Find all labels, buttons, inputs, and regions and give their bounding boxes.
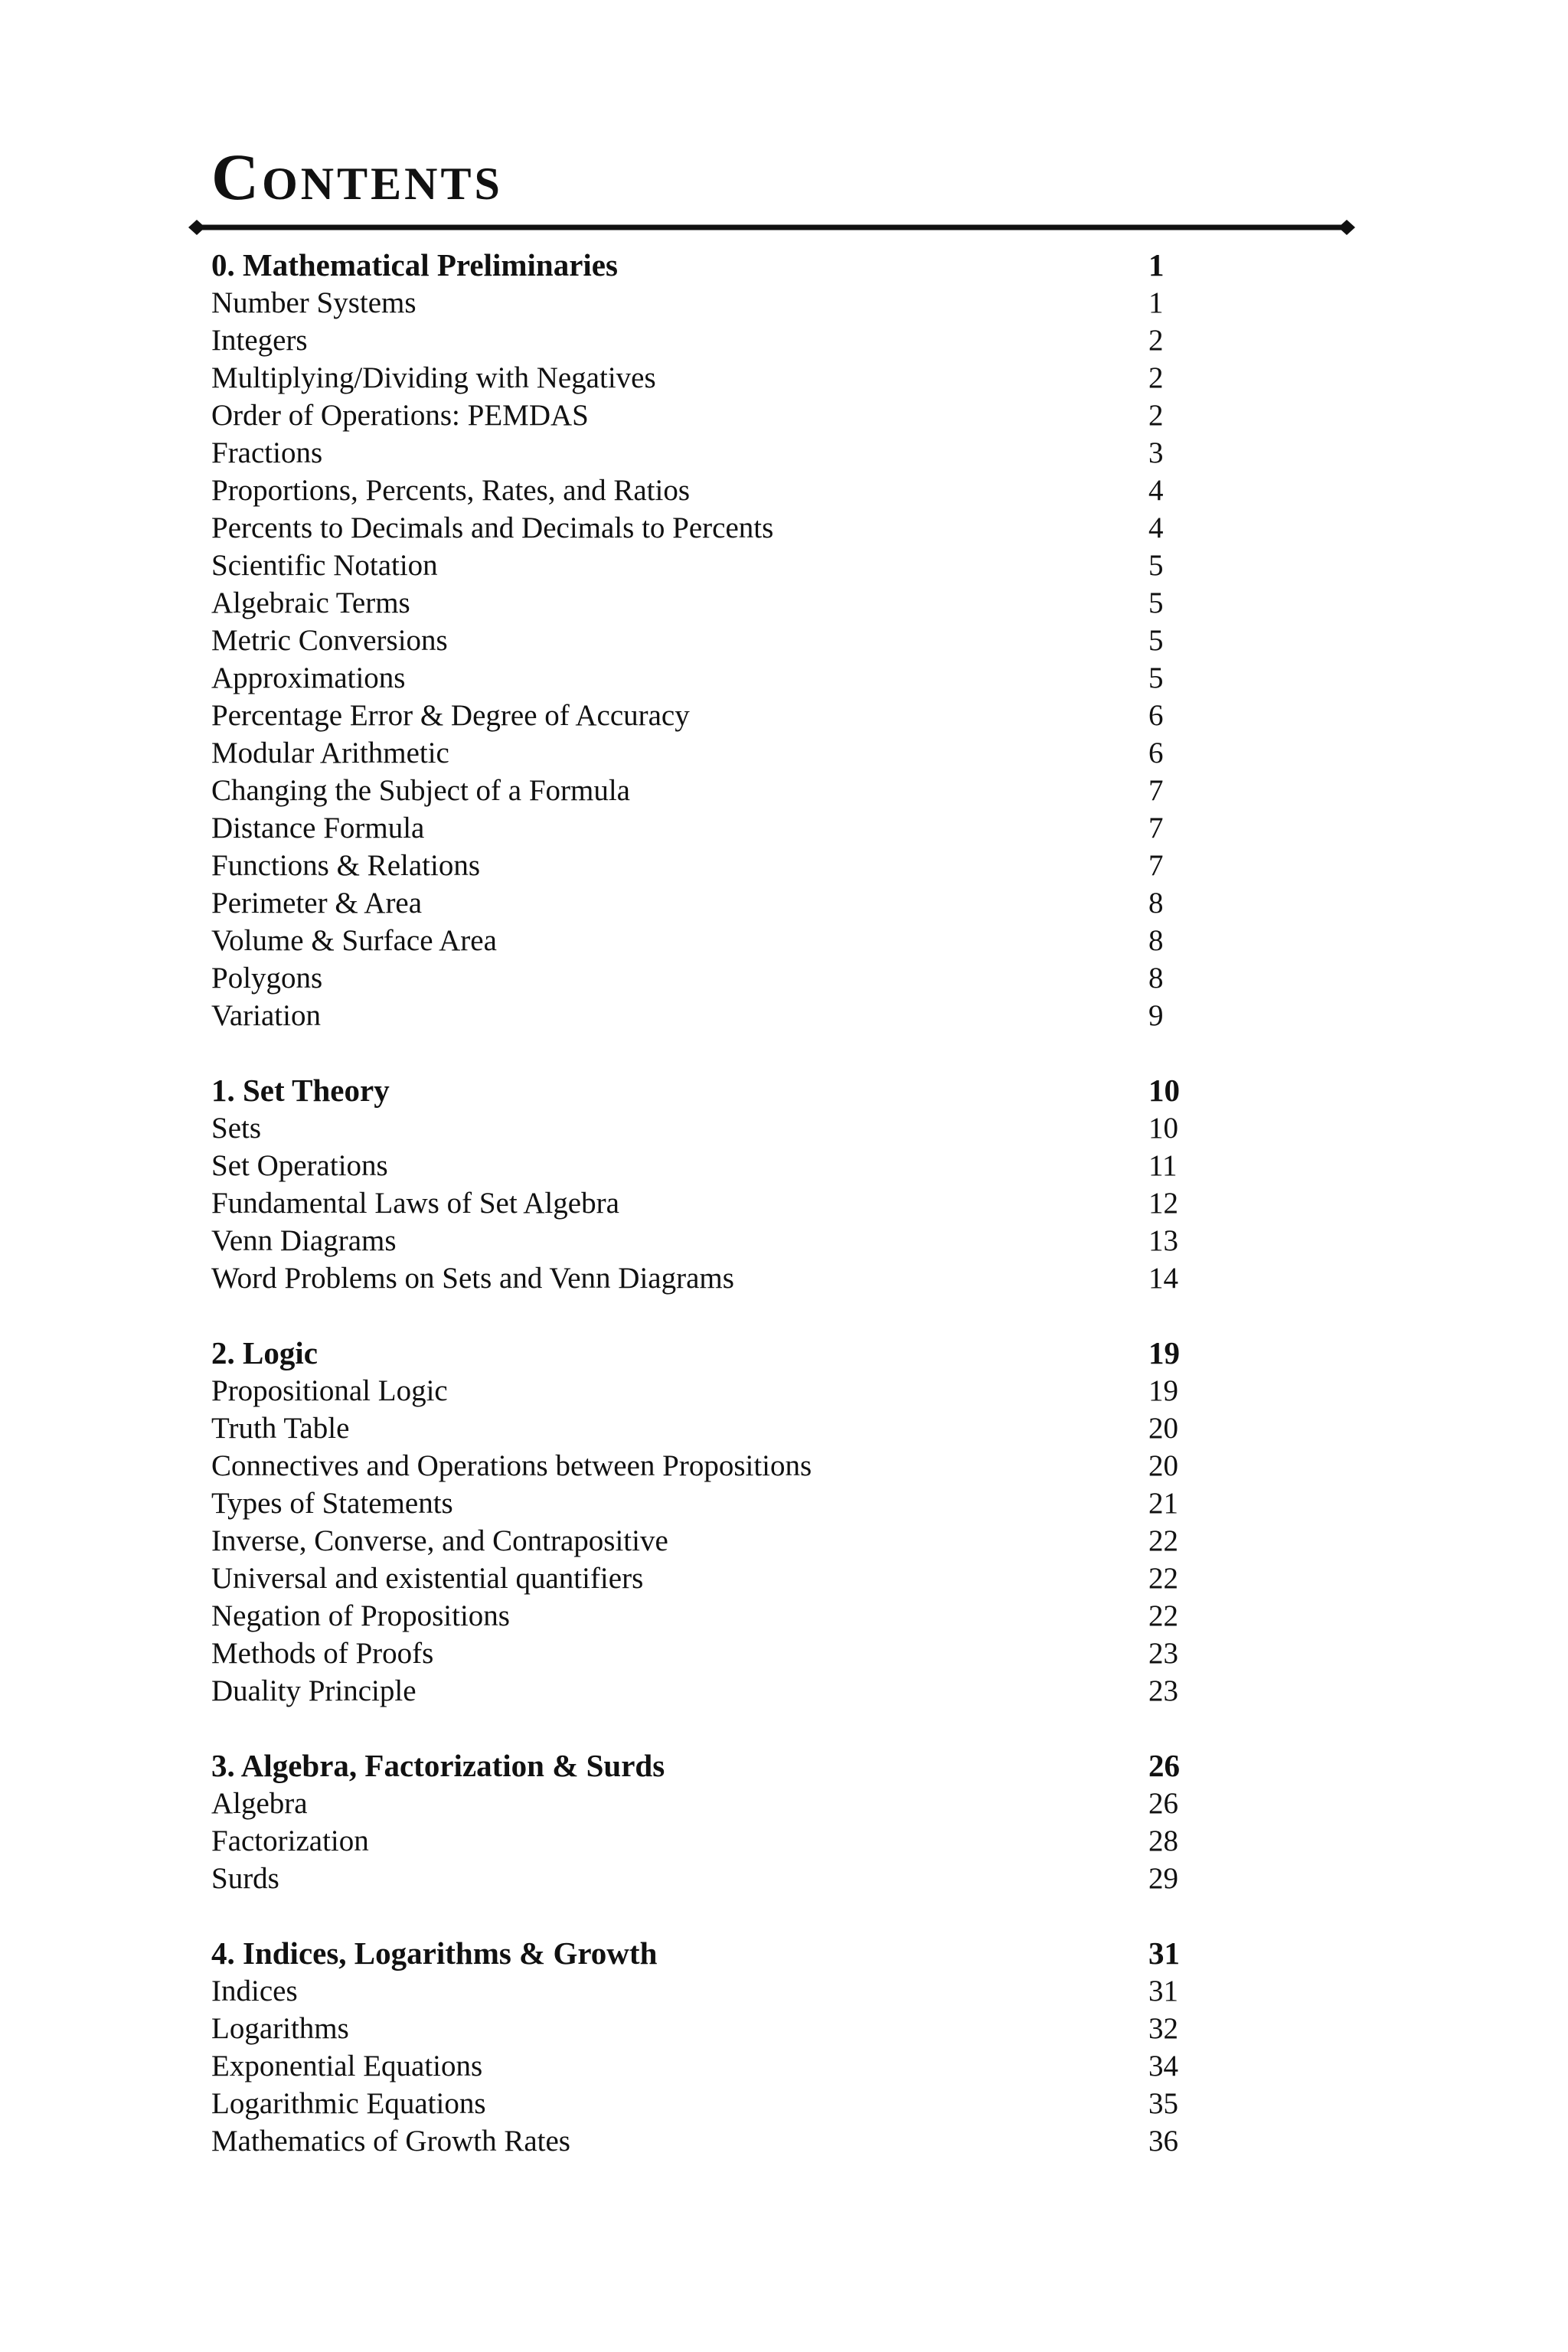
page-number: 7 <box>1148 849 1164 882</box>
entry-title: Fractions <box>211 436 323 469</box>
toc-entry[interactable] <box>211 1972 1191 2010</box>
toc-entry[interactable] <box>211 1485 1191 1522</box>
page-number: 4 <box>1148 511 1164 544</box>
toc-entry[interactable] <box>211 547 1191 584</box>
toc-entry[interactable] <box>211 359 1191 397</box>
toc-entry[interactable] <box>211 1560 1191 1597</box>
entry-title: Surds <box>211 1862 279 1895</box>
entry-title: Distance Formula <box>211 812 425 844</box>
section-heading[interactable] <box>211 247 1191 284</box>
entry-title: Scientific Notation <box>211 549 438 582</box>
entry-title: Fundamental Laws of Set Algebra <box>211 1187 619 1220</box>
page-number: 6 <box>1148 737 1164 769</box>
page-number: 20 <box>1148 1412 1178 1445</box>
toc-entry[interactable] <box>211 397 1191 434</box>
page-number: 6 <box>1148 699 1164 732</box>
entry-title: Universal and existential quantifiers <box>211 1562 644 1595</box>
toc-entry[interactable] <box>211 1597 1191 1635</box>
section-title: 3. Algebra, Factorization & Surds <box>211 1748 665 1783</box>
page-number: 2 <box>1148 324 1164 357</box>
page-number: 1 <box>1148 286 1164 319</box>
page-number: 32 <box>1148 2012 1178 2045</box>
section-heading[interactable] <box>211 1747 1191 1785</box>
entry-title: Venn Diagrams <box>211 1224 397 1257</box>
toc-entry[interactable] <box>211 2122 1191 2160</box>
toc-section <box>211 1935 1191 2160</box>
page-number: 9 <box>1148 999 1164 1032</box>
page-number: 23 <box>1148 1637 1178 1670</box>
page-number: 31 <box>1148 1975 1178 2007</box>
toc-entry[interactable] <box>211 1372 1191 1410</box>
entry-title: Changing the Subject of a Formula <box>211 774 630 807</box>
page-number: 26 <box>1148 1787 1178 1820</box>
page-number: 12 <box>1148 1187 1178 1220</box>
toc-entry[interactable] <box>211 1184 1191 1222</box>
entry-title: Multiplying/Dividing with Negatives <box>211 361 656 394</box>
toc-entry[interactable] <box>211 1147 1191 1184</box>
page-number: 19 <box>1148 1335 1180 1370</box>
toc-entry[interactable] <box>211 1522 1191 1560</box>
toc-entry[interactable] <box>211 1785 1191 1822</box>
section-title: 1. Set Theory <box>211 1073 390 1108</box>
toc-entry[interactable] <box>211 1672 1191 1710</box>
entry-title: Set Operations <box>211 1149 388 1182</box>
toc-section <box>211 247 1191 1034</box>
entry-title: Connectives and Operations between Propositions <box>211 1449 812 1482</box>
page-number: 22 <box>1148 1599 1178 1632</box>
entry-title: Metric Conversions <box>211 624 448 657</box>
toc-entry[interactable] <box>211 2010 1191 2047</box>
page-number: 21 <box>1148 1487 1178 1520</box>
entry-title: Duality Principle <box>211 1674 416 1707</box>
toc-section <box>211 1747 1191 1897</box>
page-number: 13 <box>1148 1224 1178 1257</box>
entry-title: Approximations <box>211 662 406 694</box>
rule-right-diamond-icon <box>1338 220 1355 235</box>
entry-title: Variation <box>211 999 321 1032</box>
entry-title: Integers <box>211 324 308 357</box>
page-number: 8 <box>1148 887 1164 920</box>
toc-entry[interactable] <box>211 959 1191 997</box>
entry-title: Polygons <box>211 962 323 995</box>
toc-entry[interactable] <box>211 809 1191 847</box>
toc-entry[interactable] <box>211 622 1191 659</box>
page-number: 19 <box>1148 1374 1178 1407</box>
table-of-contents <box>211 247 1191 2197</box>
toc-entry[interactable] <box>211 472 1191 509</box>
toc-entry[interactable] <box>211 434 1191 472</box>
page-number: 29 <box>1148 1862 1178 1895</box>
page-number: 23 <box>1148 1674 1178 1707</box>
entry-title: Inverse, Converse, and Contrapositive <box>211 1524 668 1557</box>
page-number: 2 <box>1148 361 1164 394</box>
toc-entry[interactable] <box>211 1109 1191 1147</box>
page-number: 3 <box>1148 436 1164 469</box>
toc-entry[interactable] <box>211 847 1191 884</box>
toc-entry[interactable] <box>211 1410 1191 1447</box>
toc-section <box>211 1334 1191 1710</box>
rule-left-diamond-icon <box>188 220 205 235</box>
page-number: 35 <box>1148 2087 1178 2120</box>
entry-title: Modular Arithmetic <box>211 737 449 769</box>
toc-entry[interactable] <box>211 1822 1191 1860</box>
entry-title: Methods of Proofs <box>211 1637 434 1670</box>
section-heading[interactable] <box>211 1935 1191 1972</box>
page-number: 5 <box>1148 549 1164 582</box>
title-rule <box>188 219 1355 236</box>
entry-title: Negation of Propositions <box>211 1599 510 1632</box>
page-number: 10 <box>1148 1073 1180 1108</box>
section-title: 0. Mathematical Preliminaries <box>211 247 618 283</box>
section-heading[interactable] <box>211 1072 1191 1109</box>
entry-title: Algebraic Terms <box>211 586 410 619</box>
entry-title: Proportions, Percents, Rates, and Ratios <box>211 474 691 507</box>
toc-entry[interactable] <box>211 997 1191 1034</box>
page-number: 2 <box>1148 399 1164 432</box>
toc-entry[interactable] <box>211 584 1191 622</box>
toc-entry[interactable] <box>211 509 1191 547</box>
toc-entry[interactable] <box>211 322 1191 359</box>
entry-title: Mathematics of Growth Rates <box>211 2125 570 2158</box>
page-number: 26 <box>1148 1748 1180 1783</box>
page-number: 8 <box>1148 924 1164 957</box>
entry-title: Sets <box>211 1112 262 1145</box>
entry-title: Volume & Surface Area <box>211 924 497 957</box>
entry-title: Factorization <box>211 1824 369 1857</box>
entry-title: Exponential Equations <box>211 2050 483 2082</box>
page-number: 7 <box>1148 812 1164 844</box>
entry-title: Order of Operations: PEMDAS <box>211 399 589 432</box>
entry-title: Word Problems on Sets and Venn Diagrams <box>211 1262 734 1295</box>
toc-entry[interactable] <box>211 922 1191 959</box>
toc-entry[interactable] <box>211 284 1191 322</box>
page-number: 31 <box>1148 1936 1180 1971</box>
page-number: 22 <box>1148 1562 1178 1595</box>
page-number: 4 <box>1148 474 1164 507</box>
page-number: 5 <box>1148 586 1164 619</box>
entry-title: Truth Table <box>211 1412 350 1445</box>
entry-title: Perimeter & Area <box>211 887 423 920</box>
entry-title: Logarithmic Equations <box>211 2087 486 2120</box>
page-title: Contents <box>211 140 503 214</box>
toc-entry[interactable] <box>211 659 1191 697</box>
page-number: 8 <box>1148 962 1164 995</box>
toc-entry[interactable] <box>211 1447 1191 1485</box>
page-number: 20 <box>1148 1449 1178 1482</box>
entry-title: Propositional Logic <box>211 1374 448 1407</box>
toc-entry[interactable] <box>211 734 1191 772</box>
section-title: 4. Indices, Logarithms & Growth <box>211 1936 658 1971</box>
page-number: 28 <box>1148 1824 1178 1857</box>
page-number: 5 <box>1148 662 1164 694</box>
toc-entry[interactable] <box>211 1860 1191 1897</box>
section-title: 2. Logic <box>211 1335 318 1370</box>
toc-entry[interactable] <box>211 1259 1191 1297</box>
page-number: 7 <box>1148 774 1164 807</box>
entry-title: Algebra <box>211 1787 308 1820</box>
entry-title: Indices <box>211 1975 298 2007</box>
toc-entry[interactable] <box>211 1635 1191 1672</box>
entry-title: Logarithms <box>211 2012 349 2045</box>
page-number: 34 <box>1148 2050 1178 2082</box>
toc-entry[interactable] <box>211 1222 1191 1259</box>
page-number: 22 <box>1148 1524 1178 1557</box>
toc-entry[interactable] <box>211 2085 1191 2122</box>
page-number: 1 <box>1148 247 1165 283</box>
entry-title: Functions & Relations <box>211 849 480 882</box>
page-number: 5 <box>1148 624 1164 657</box>
page-number: 14 <box>1148 1262 1178 1295</box>
entry-title: Percentage Error & Degree of Accuracy <box>211 699 690 732</box>
toc-entry[interactable] <box>211 697 1191 734</box>
entry-title: Number Systems <box>211 286 416 319</box>
toc-entry[interactable] <box>211 884 1191 922</box>
entry-title: Types of Statements <box>211 1487 453 1520</box>
section-heading[interactable] <box>211 1334 1191 1372</box>
page-number: 10 <box>1148 1112 1178 1145</box>
entry-title: Percents to Decimals and Decimals to Percents <box>211 511 774 544</box>
page-number: 11 <box>1148 1149 1178 1182</box>
toc-entry[interactable] <box>211 772 1191 809</box>
page-number: 36 <box>1148 2125 1178 2158</box>
toc-section <box>211 1072 1191 1297</box>
toc-entry[interactable] <box>211 2047 1191 2085</box>
